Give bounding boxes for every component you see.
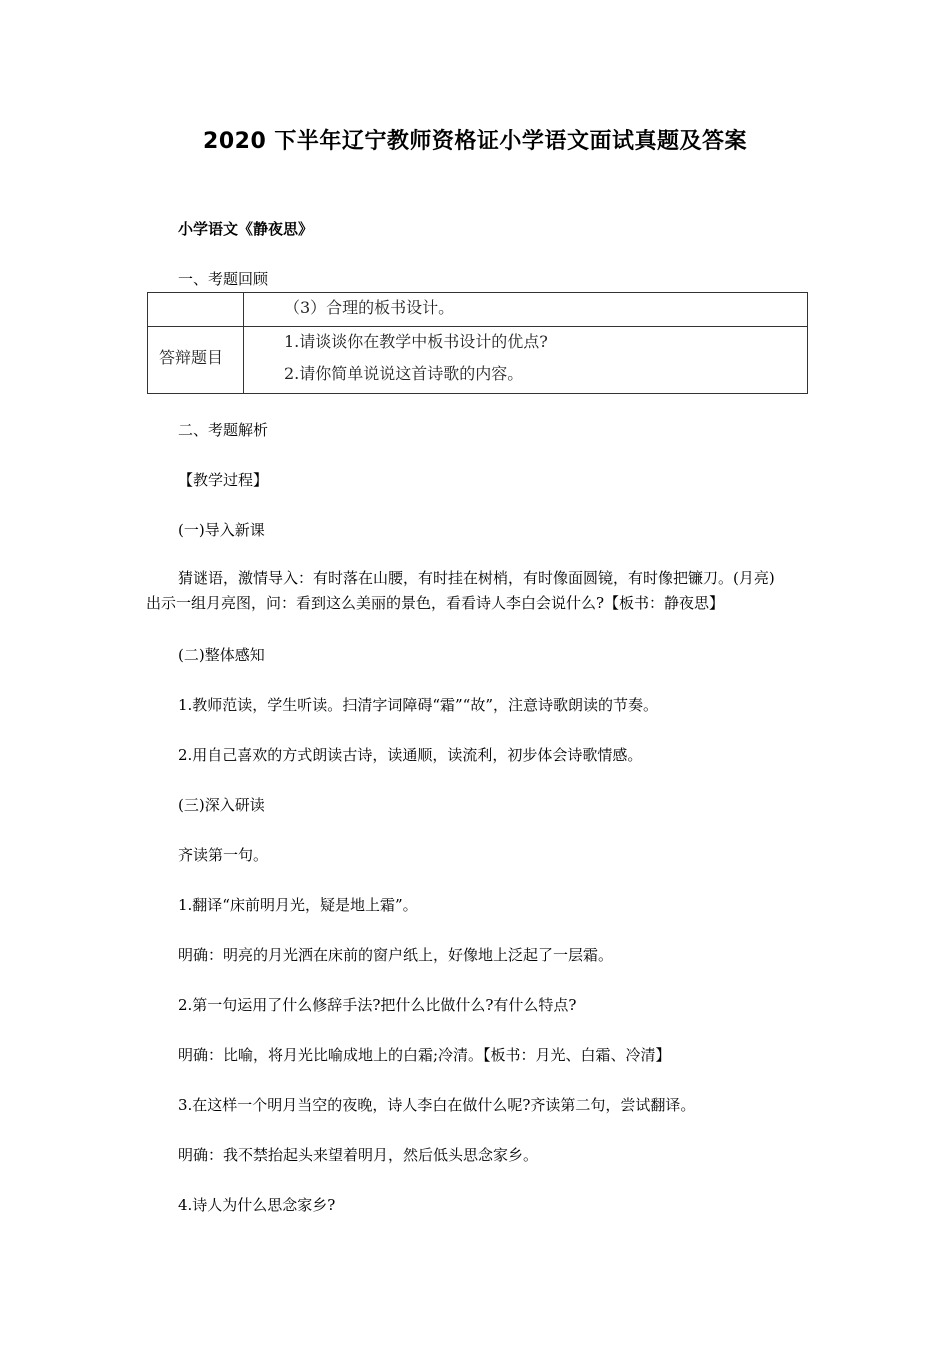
paragraph-answer-1: 明确：明亮的月光洒在床前的窗户纸上，好像地上泛起了一层霜。 [178,946,614,964]
table-cell-question-2: 2.请你简单说说这首诗歌的内容。 [284,364,524,383]
paragraph-model-reading: 1.教师范读，学生听读。扫清字词障碍“霜”“故”，注意诗歌朗读的节奏。 [178,696,658,714]
paragraph-rhetoric-question: 2.第一句运用了什么修辞手法?把什么比做什么?有什么特点? [178,996,577,1014]
document-title: 2020 下半年辽宁教师资格证小学语文面试真题及答案 [203,129,747,154]
paragraph-self-reading: 2.用自己喜欢的方式朗读古诗，读通顺，读流利，初步体会诗歌情感。 [178,746,643,764]
step-heading-introduction: (一)导入新课 [178,521,265,539]
paragraph-read-first-line: 齐读第一句。 [178,846,269,864]
table-column-divider [243,293,244,393]
table-row-board-design [148,293,807,327]
table-cell-board-design: （3）合理的板书设计。 [284,298,455,317]
table-cell-label-defense: 答辩题目 [159,348,224,367]
section-heading-review: 一、考题回顾 [178,270,269,288]
paragraph-homesick-question: 4.诗人为什么思念家乡? [178,1196,336,1214]
paragraph-answer-2: 明确：比喻，将月光比喻成地上的白霜;冷清。【板书：月光、白霜、冷清】 [178,1046,671,1064]
table-cell-question-1: 1.请谈谈你在教学中板书设计的优点? [284,332,548,351]
step-heading-overall: (二)整体感知 [178,646,265,664]
lesson-subtitle: 小学语文《静夜思》 [178,220,314,238]
introduction-line-2: 出示一组月亮图，问：看到这么美丽的景色，看看诗人李白会说什么?【板书：静夜思】 [146,594,725,612]
paragraph-answer-3: 明确：我不禁抬起头来望着明月，然后低头思念家乡。 [178,1146,539,1164]
teaching-process-heading: 【教学过程】 [178,471,269,489]
section-heading-analysis: 二、考题解析 [178,421,269,439]
introduction-line-1: 猜谜语，激情导入：有时落在山腰，有时挂在树梢，有时像面圆镜，有时像把镰刀。(月亮) [178,569,775,587]
exam-question-table [147,292,808,394]
paragraph-translate-first: 1.翻译“床前明月光，疑是地上霜”。 [178,896,418,914]
paragraph-second-line-question: 3.在这样一个明月当空的夜晚，诗人李白在做什么呢?齐读第二句，尝试翻译。 [178,1096,696,1114]
step-heading-deep-study: (三)深入研读 [178,796,265,814]
introduction-paragraph [146,566,810,616]
